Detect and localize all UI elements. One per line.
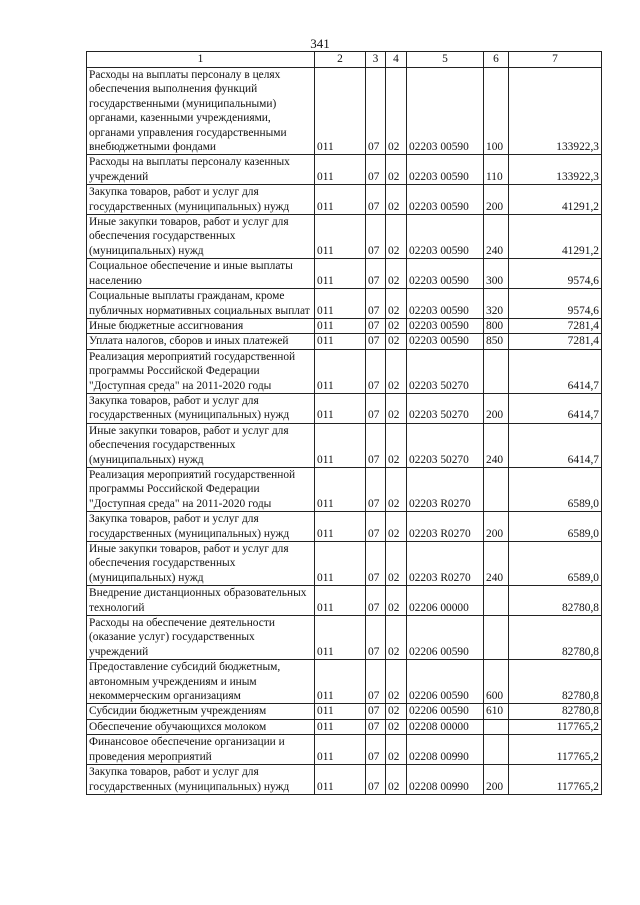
target-article-cell: 02203 50270 bbox=[407, 349, 484, 393]
expense-type-cell bbox=[484, 349, 509, 393]
expense-type-cell: 110 bbox=[484, 155, 509, 185]
table-row bbox=[87, 349, 602, 393]
subsection-code-cell: 02 bbox=[386, 349, 407, 393]
column-header: 1 bbox=[87, 52, 315, 68]
target-article-cell: 02208 00990 bbox=[407, 735, 484, 765]
subsection-code-cell: 02 bbox=[386, 259, 407, 289]
header-row bbox=[87, 52, 602, 68]
target-article-cell: 02203 00590 bbox=[407, 68, 484, 155]
subsection-code-cell: 02 bbox=[386, 704, 407, 719]
ministry-code-cell: 011 bbox=[315, 512, 366, 542]
expense-name-cell: Иные бюджетные ассигнования bbox=[87, 318, 315, 333]
section-code-cell: 07 bbox=[366, 512, 386, 542]
expense-name-cell: Иные закупки товаров, работ и услуг для обеспечения государственных (муниципальных) нужд bbox=[87, 423, 315, 467]
target-article-cell: 02203 00590 bbox=[407, 155, 484, 185]
section-code-cell: 07 bbox=[366, 586, 386, 616]
column-header: 5 bbox=[407, 52, 484, 68]
table-row bbox=[87, 704, 602, 719]
table-row bbox=[87, 259, 602, 289]
amount-cell: 9574,6 bbox=[509, 289, 602, 319]
expense-type-cell bbox=[484, 616, 509, 660]
table-row bbox=[87, 660, 602, 704]
ministry-code-cell: 011 bbox=[315, 704, 366, 719]
table-row bbox=[87, 616, 602, 660]
expense-type-cell bbox=[484, 735, 509, 765]
ministry-code-cell: 011 bbox=[315, 616, 366, 660]
subsection-code-cell: 02 bbox=[386, 467, 407, 511]
expense-name-cell: Субсидии бюджетным учреждениям bbox=[87, 704, 315, 719]
section-code-cell: 07 bbox=[366, 704, 386, 719]
ministry-code-cell: 011 bbox=[315, 155, 366, 185]
ministry-code-cell: 011 bbox=[315, 185, 366, 215]
amount-cell: 9574,6 bbox=[509, 259, 602, 289]
section-code-cell: 07 bbox=[366, 259, 386, 289]
section-code-cell: 07 bbox=[366, 719, 386, 734]
amount-cell: 41291,2 bbox=[509, 185, 602, 215]
expense-name-cell: Социальные выплаты гражданам, кроме публичных нормативных социальных выплат bbox=[87, 289, 315, 319]
target-article-cell: 02203 R0270 bbox=[407, 467, 484, 511]
expense-name-cell: Предоставление субсидий бюджетным, автономным учреждениям и иным некоммерческим организациям bbox=[87, 660, 315, 704]
expense-type-cell: 300 bbox=[484, 259, 509, 289]
amount-cell: 82780,8 bbox=[509, 660, 602, 704]
target-article-cell: 02203 R0270 bbox=[407, 512, 484, 542]
target-article-cell: 02206 00590 bbox=[407, 616, 484, 660]
expense-name-cell: Реализация мероприятий государственной программы Российской Федерации "Доступная среда" на 2011-2020 годы bbox=[87, 349, 315, 393]
section-code-cell: 07 bbox=[366, 616, 386, 660]
expense-type-cell: 850 bbox=[484, 334, 509, 349]
amount-cell: 7281,4 bbox=[509, 318, 602, 333]
expense-type-cell: 200 bbox=[484, 185, 509, 215]
target-article-cell: 02203 00590 bbox=[407, 289, 484, 319]
ministry-code-cell: 011 bbox=[315, 289, 366, 319]
section-code-cell: 07 bbox=[366, 289, 386, 319]
expense-name-cell: Расходы на обеспечение деятельности (оказание услуг) государственных учреждений bbox=[87, 616, 315, 660]
expense-type-cell: 240 bbox=[484, 542, 509, 586]
section-code-cell: 07 bbox=[366, 765, 386, 795]
expense-name-cell: Внедрение дистанционных образовательных технологий bbox=[87, 586, 315, 616]
expense-type-cell: 600 bbox=[484, 660, 509, 704]
section-code-cell: 07 bbox=[366, 660, 386, 704]
amount-cell: 6589,0 bbox=[509, 467, 602, 511]
section-code-cell: 07 bbox=[366, 318, 386, 333]
expense-name-cell: Уплата налогов, сборов и иных платежей bbox=[87, 334, 315, 349]
subsection-code-cell: 02 bbox=[386, 185, 407, 215]
amount-cell: 6414,7 bbox=[509, 393, 602, 423]
ministry-code-cell: 011 bbox=[315, 719, 366, 734]
amount-cell: 82780,8 bbox=[509, 704, 602, 719]
table-row bbox=[87, 542, 602, 586]
amount-cell: 133922,3 bbox=[509, 155, 602, 185]
target-article-cell: 02206 00590 bbox=[407, 660, 484, 704]
table-row bbox=[87, 586, 602, 616]
expense-type-cell bbox=[484, 719, 509, 734]
table-row bbox=[87, 155, 602, 185]
subsection-code-cell: 02 bbox=[386, 393, 407, 423]
column-header: 6 bbox=[484, 52, 509, 68]
expense-name-cell: Иные закупки товаров, работ и услуг для обеспечения государственных (муниципальных) нужд bbox=[87, 215, 315, 259]
expense-type-cell: 610 bbox=[484, 704, 509, 719]
target-article-cell: 02206 00000 bbox=[407, 586, 484, 616]
expense-type-cell: 240 bbox=[484, 215, 509, 259]
target-article-cell: 02208 00990 bbox=[407, 765, 484, 795]
subsection-code-cell: 02 bbox=[386, 586, 407, 616]
column-header: 3 bbox=[366, 52, 386, 68]
section-code-cell: 07 bbox=[366, 349, 386, 393]
amount-cell: 7281,4 bbox=[509, 334, 602, 349]
table-row bbox=[87, 423, 602, 467]
ministry-code-cell: 011 bbox=[315, 349, 366, 393]
subsection-code-cell: 02 bbox=[386, 765, 407, 795]
table-row bbox=[87, 512, 602, 542]
table-row bbox=[87, 719, 602, 734]
ministry-code-cell: 011 bbox=[315, 735, 366, 765]
ministry-code-cell: 011 bbox=[315, 393, 366, 423]
subsection-code-cell: 02 bbox=[386, 289, 407, 319]
subsection-code-cell: 02 bbox=[386, 215, 407, 259]
table-row bbox=[87, 289, 602, 319]
page-number: 341 bbox=[310, 36, 330, 51]
subsection-code-cell: 02 bbox=[386, 616, 407, 660]
table-row bbox=[87, 318, 602, 333]
section-code-cell: 07 bbox=[366, 393, 386, 423]
expense-name-cell: Финансовое обеспечение организации и проведения мероприятий bbox=[87, 735, 315, 765]
expense-type-cell: 800 bbox=[484, 318, 509, 333]
expense-name-cell: Закупка товаров, работ и услуг для государственных (муниципальных) нужд bbox=[87, 393, 315, 423]
expense-name-cell: Закупка товаров, работ и услуг для государственных (муниципальных) нужд bbox=[87, 185, 315, 215]
column-header: 2 bbox=[315, 52, 366, 68]
section-code-cell: 07 bbox=[366, 467, 386, 511]
subsection-code-cell: 02 bbox=[386, 318, 407, 333]
expense-type-cell: 200 bbox=[484, 765, 509, 795]
target-article-cell: 02203 50270 bbox=[407, 423, 484, 467]
table-row bbox=[87, 334, 602, 349]
expense-name-cell: Закупка товаров, работ и услуг для государственных (муниципальных) нужд bbox=[87, 765, 315, 795]
expense-name-cell: Социальное обеспечение и иные выплаты населению bbox=[87, 259, 315, 289]
subsection-code-cell: 02 bbox=[386, 660, 407, 704]
target-article-cell: 02203 00590 bbox=[407, 215, 484, 259]
section-code-cell: 07 bbox=[366, 334, 386, 349]
section-code-cell: 07 bbox=[366, 185, 386, 215]
amount-cell: 82780,8 bbox=[509, 616, 602, 660]
section-code-cell: 07 bbox=[366, 68, 386, 155]
amount-cell: 6414,7 bbox=[509, 423, 602, 467]
target-article-cell: 02203 00590 bbox=[407, 259, 484, 289]
subsection-code-cell: 02 bbox=[386, 334, 407, 349]
target-article-cell: 02206 00590 bbox=[407, 704, 484, 719]
amount-cell: 117765,2 bbox=[509, 719, 602, 734]
table-row bbox=[87, 735, 602, 765]
column-header: 4 bbox=[386, 52, 407, 68]
expense-name-cell: Расходы на выплаты персоналу казенных учреждений bbox=[87, 155, 315, 185]
amount-cell: 117765,2 bbox=[509, 735, 602, 765]
section-code-cell: 07 bbox=[366, 155, 386, 185]
subsection-code-cell: 02 bbox=[386, 542, 407, 586]
amount-cell: 82780,8 bbox=[509, 586, 602, 616]
target-article-cell: 02203 50270 bbox=[407, 393, 484, 423]
ministry-code-cell: 011 bbox=[315, 467, 366, 511]
subsection-code-cell: 02 bbox=[386, 155, 407, 185]
expense-type-cell: 100 bbox=[484, 68, 509, 155]
amount-cell: 41291,2 bbox=[509, 215, 602, 259]
table-row bbox=[87, 215, 602, 259]
expense-type-cell: 200 bbox=[484, 393, 509, 423]
table-row bbox=[87, 467, 602, 511]
ministry-code-cell: 011 bbox=[315, 259, 366, 289]
target-article-cell: 02203 R0270 bbox=[407, 542, 484, 586]
ministry-code-cell: 011 bbox=[315, 215, 366, 259]
amount-cell: 6414,7 bbox=[509, 349, 602, 393]
ministry-code-cell: 011 bbox=[315, 318, 366, 333]
amount-cell: 6589,0 bbox=[509, 512, 602, 542]
target-article-cell: 02203 00590 bbox=[407, 318, 484, 333]
amount-cell: 6589,0 bbox=[509, 542, 602, 586]
amount-cell: 133922,3 bbox=[509, 68, 602, 155]
ministry-code-cell: 011 bbox=[315, 542, 366, 586]
ministry-code-cell: 011 bbox=[315, 660, 366, 704]
target-article-cell: 02208 00000 bbox=[407, 719, 484, 734]
target-article-cell: 02203 00590 bbox=[407, 334, 484, 349]
ministry-code-cell: 011 bbox=[315, 765, 366, 795]
ministry-code-cell: 011 bbox=[315, 334, 366, 349]
expense-type-cell: 200 bbox=[484, 512, 509, 542]
section-code-cell: 07 bbox=[366, 542, 386, 586]
expense-name-cell: Закупка товаров, работ и услуг для государственных (муниципальных) нужд bbox=[87, 512, 315, 542]
expense-name-cell: Реализация мероприятий государственной программы Российской Федерации "Доступная среда" на 2011-2020 годы bbox=[87, 467, 315, 511]
table-row bbox=[87, 185, 602, 215]
expense-type-cell bbox=[484, 586, 509, 616]
column-header: 7 bbox=[509, 52, 602, 68]
subsection-code-cell: 02 bbox=[386, 68, 407, 155]
subsection-code-cell: 02 bbox=[386, 512, 407, 542]
subsection-code-cell: 02 bbox=[386, 735, 407, 765]
subsection-code-cell: 02 bbox=[386, 423, 407, 467]
expense-name-cell: Иные закупки товаров, работ и услуг для обеспечения государственных (муниципальных) нужд bbox=[87, 542, 315, 586]
ministry-code-cell: 011 bbox=[315, 423, 366, 467]
budget-table bbox=[86, 51, 602, 795]
subsection-code-cell: 02 bbox=[386, 719, 407, 734]
table-row bbox=[87, 393, 602, 423]
section-code-cell: 07 bbox=[366, 215, 386, 259]
target-article-cell: 02203 00590 bbox=[407, 185, 484, 215]
expense-name-cell: Обеспечение обучающихся молоком bbox=[87, 719, 315, 734]
section-code-cell: 07 bbox=[366, 423, 386, 467]
expense-type-cell bbox=[484, 467, 509, 511]
table-row bbox=[87, 68, 602, 155]
expense-name-cell: Расходы на выплаты персоналу в целях обеспечения выполнения функций государственными (муниципальными) органами, казенными учреждениями, органами управления государственными внебюджетными фондами bbox=[87, 68, 315, 155]
expense-type-cell: 240 bbox=[484, 423, 509, 467]
amount-cell: 117765,2 bbox=[509, 765, 602, 795]
expense-type-cell: 320 bbox=[484, 289, 509, 319]
ministry-code-cell: 011 bbox=[315, 586, 366, 616]
ministry-code-cell: 011 bbox=[315, 68, 366, 155]
table-row bbox=[87, 765, 602, 795]
section-code-cell: 07 bbox=[366, 735, 386, 765]
